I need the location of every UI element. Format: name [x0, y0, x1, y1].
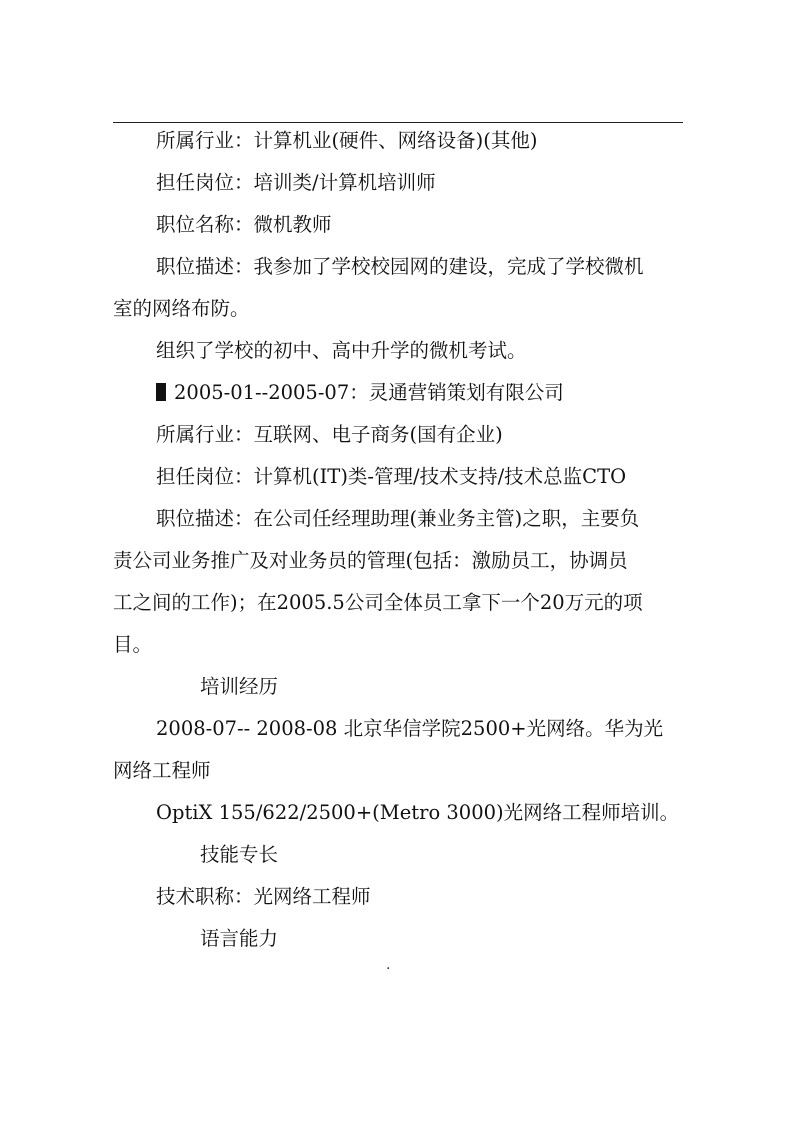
paragraph-line: 2008-07-- 2008-08 北京华信学院2500+光网络。华为光 — [156, 717, 664, 740]
training-paragraph — [113, 708, 681, 792]
position-line: 担任岗位：计算机(IT)类-管理/技术支持/技术总监CTO — [156, 465, 627, 488]
job-title-line: 职位名称：微机教师 — [156, 213, 332, 236]
exam-line: 组织了学校的初中、高中升学的微机考试。 — [156, 339, 527, 362]
job-description-paragraph — [113, 498, 681, 666]
job-entry-heading — [113, 372, 681, 414]
paragraph-line: 职位描述：在公司任经理助理(兼业务主管)之职，主要负 — [156, 507, 640, 530]
paragraph-line: 责公司业务推广及对业务员的管理(包括：激励员工，协调员 — [113, 549, 628, 572]
paragraph-line: 室的网络布防。 — [113, 297, 250, 320]
paragraph-line: 工之间的工作)；在2005.5公司全体员工拿下一个20万元的项 — [113, 591, 643, 614]
tech-title-line: 技术职称：光网络工程师 — [156, 885, 371, 908]
section-heading-skills: 技能专长 — [200, 843, 279, 866]
industry-line: 所属行业：计算机业(硬件、网络设备)(其他) — [156, 129, 538, 152]
section-heading-language: 语言能力 — [200, 927, 279, 950]
industry-line: 所属行业：互联网、电子商务(国有企业) — [156, 423, 503, 446]
job-entry-title: 2005-01--2005-07：灵通营销策划有限公司 — [174, 381, 564, 404]
job-description-paragraph — [113, 246, 681, 330]
paragraph-line: 职位描述：我参加了学校校园网的建设，完成了学校微机 — [156, 255, 644, 278]
section-heading-training: 培训经历 — [200, 675, 279, 698]
paragraph-line: 目。 — [113, 633, 153, 656]
page-marker: . — [386, 957, 391, 973]
bullet-block-icon — [156, 383, 166, 401]
paragraph-line: 网络工程师 — [113, 759, 211, 782]
training-course-line: OptiX 155/622/2500+(Metro 3000)光网络工程师培训。 — [156, 801, 680, 824]
position-line: 担任岗位：培训类/计算机培训师 — [156, 171, 436, 194]
document-body — [113, 120, 681, 960]
